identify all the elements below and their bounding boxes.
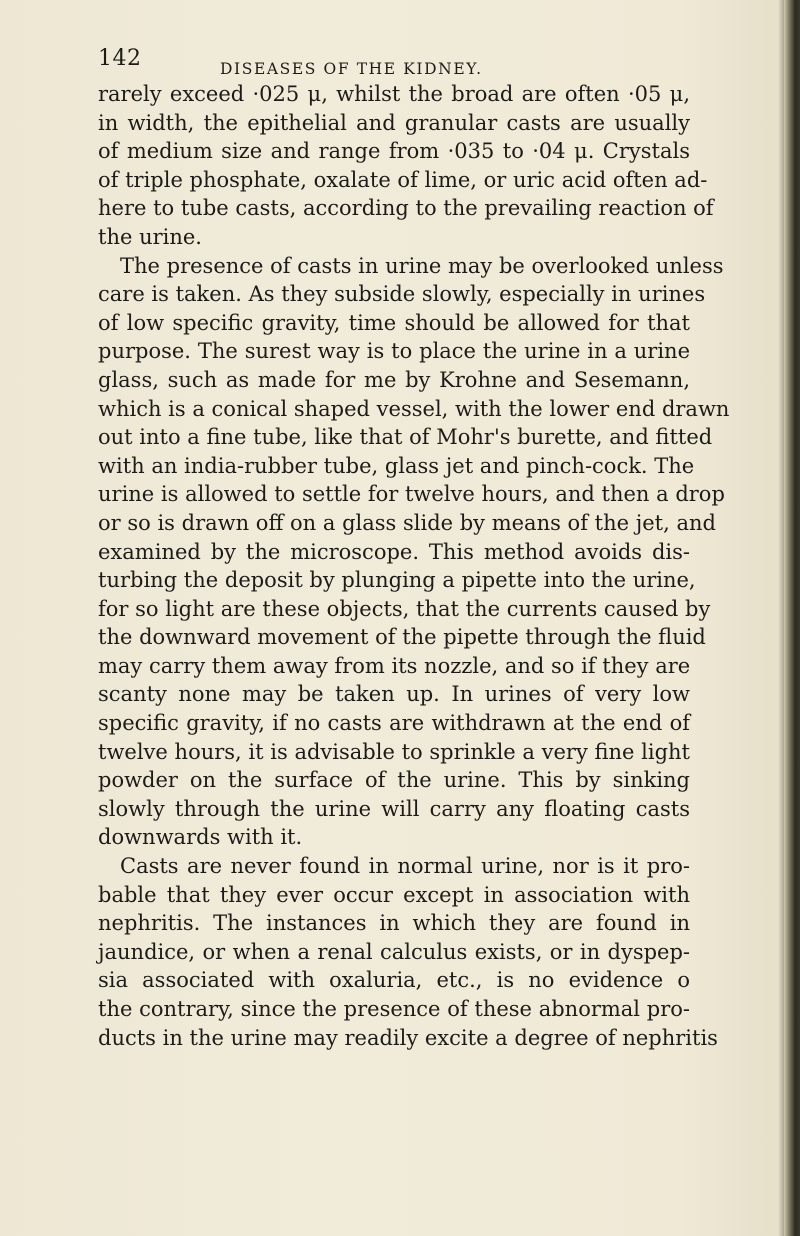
text-line: bable that they ever occur except in association with bbox=[98, 882, 690, 907]
text-line: jaundice, or when a renal calculus exists, or in dyspep- bbox=[98, 939, 690, 964]
text-line: scanty none may be taken up. In urines of very low bbox=[98, 682, 690, 707]
text-line: ducts in the urine may readily excite a degree of nephritis bbox=[98, 1025, 718, 1050]
text-line: of low specific gravity, time should be allowed for that bbox=[98, 310, 690, 335]
text-line: or so is drawn off on a glass slide by means of the jet, and bbox=[98, 510, 716, 535]
text-line: The presence of casts in urine may be overlooked unless bbox=[120, 253, 724, 278]
text-line: sia associated with oxaluria, etc., is no evidence o bbox=[98, 968, 690, 993]
text-line: the downward movement of the pipette through the fluid bbox=[98, 625, 706, 650]
text-line: in width, the epithelial and granular casts are usually bbox=[98, 110, 690, 135]
text-line: turbing the deposit by plunging a pipette into the urine, bbox=[98, 568, 696, 593]
text-line: of medium size and range from ·035 to ·04 μ. Crystals bbox=[98, 139, 690, 164]
text-line: powder on the surface of the urine. This by sinking bbox=[98, 768, 690, 793]
book-spine-edge bbox=[784, 0, 800, 1236]
text-line: slowly through the urine will carry any floating casts bbox=[98, 796, 690, 821]
page-number: 142 bbox=[98, 46, 142, 71]
text-line: twelve hours, it is advisable to sprinkle a very fine light bbox=[98, 739, 690, 764]
text-line: for so light are these objects, that the currents caused by bbox=[98, 596, 711, 621]
text-line: examined by the microscope. This method avoids dis- bbox=[98, 539, 690, 564]
text-line: Casts are never found in normal urine, nor is it pro- bbox=[120, 854, 690, 879]
text-line: here to tube casts, according to the prevailing reaction of bbox=[98, 196, 714, 221]
text-line: specific gravity, if no casts are withdrawn at the end of bbox=[98, 711, 690, 736]
text-line: out into a fine tube, like that of Mohr's burette, and fitted bbox=[98, 425, 713, 450]
text-line: the urine. bbox=[98, 224, 202, 249]
text-line: of triple phosphate, oxalate of lime, or uric acid often ad- bbox=[98, 167, 708, 192]
running-head: DISEASES OF THE KIDNEY. bbox=[220, 60, 483, 78]
text-line: may carry them away from its nozzle, and so if they are bbox=[98, 653, 691, 678]
text-line: glass, such as made for me by Krohne and Sesemann, bbox=[98, 367, 690, 392]
text-line: with an india-rubber tube, glass jet and pinch-cock. The bbox=[98, 453, 695, 478]
text-line: the contrary, since the presence of these abnormal pro- bbox=[98, 997, 690, 1021]
text-line: nephritis. The instances in which they are found in bbox=[98, 911, 690, 936]
text-line: urine is allowed to settle for twelve hours, and then a drop bbox=[98, 482, 725, 507]
text-line: rarely exceed ·025 μ, whilst the broad are often ·05 μ, bbox=[98, 82, 690, 106]
body-text bbox=[98, 80, 730, 1052]
text-line: which is a conical shaped vessel, with the lower end drawn bbox=[98, 396, 730, 421]
text-line: purpose. The surest way is to place the urine in a urine bbox=[98, 339, 690, 364]
text-line: downwards with it. bbox=[98, 825, 303, 850]
text-line: care is taken. As they subside slowly, especially in urines bbox=[98, 282, 706, 307]
